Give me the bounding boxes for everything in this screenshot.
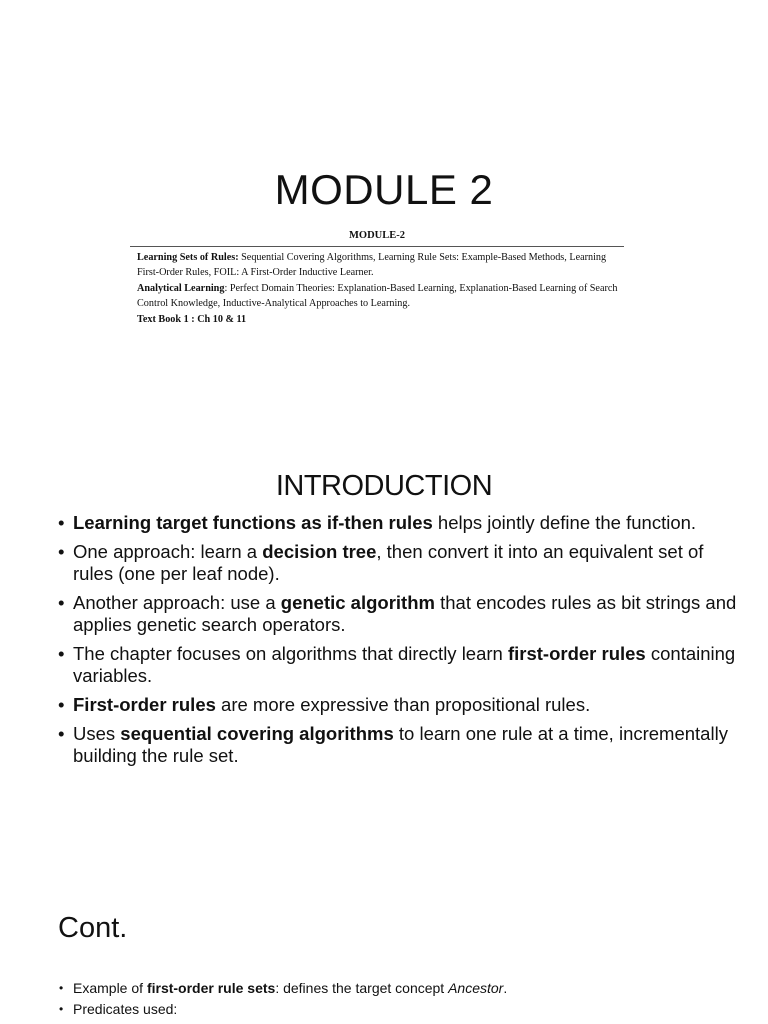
bullet-list — [58, 512, 738, 774]
slide-module-2 — [0, 0, 768, 440]
bullet-text: Another approach: use a — [73, 592, 281, 613]
syllabus-paragraph-analytical — [130, 281, 624, 312]
bullet-text: Uses — [73, 723, 121, 744]
bold-term: decision tree — [262, 541, 377, 562]
bullet-text: . — [503, 980, 508, 996]
syllabus-text: : Perfect Domain Theories: Explanation-Based Learning, Explanation-Based Learning of Search Control Knowledge, Inductive-Analytical Approaches to Learning. — [137, 282, 618, 309]
bullet-text: Example of — [73, 980, 147, 996]
syllabus-label: Analytical Learning — [137, 282, 225, 294]
syllabus-paragraph-rules — [130, 250, 624, 281]
syllabus-heading: MODULE-2 — [349, 230, 405, 241]
syllabus-divider — [130, 246, 624, 247]
bullet-text: One approach: learn a — [73, 541, 263, 562]
bullet-list — [58, 978, 738, 1020]
bullet-text: to learn one rule at a time, incrementally building the rule set. — [73, 723, 728, 766]
list-item — [58, 541, 738, 585]
bold-term: sequential covering algorithms — [120, 723, 394, 744]
bold-term: first-order rules — [507, 643, 646, 664]
list-item — [58, 643, 738, 687]
bullet-text: that encodes rules as bit strings and applies genetic search operators. — [73, 592, 737, 635]
italic-term: Ancestor — [448, 980, 504, 996]
bullet-text: The chapter focuses on algorithms that directly learn — [73, 643, 508, 664]
bullet-text: containing variables. — [73, 643, 736, 686]
slide-title: MODULE 2 — [274, 166, 494, 213]
syllabus-textbook-label: Text Book 1 : Ch 10 & 11 — [137, 313, 247, 325]
syllabus-text: Sequential Covering Algorithms, Learning Rule Sets: Example-Based Methods, Learning First-Order Rules, FOIL: A First-Order Inductive Learner. — [137, 251, 607, 278]
list-item — [58, 694, 738, 716]
bullet-text: Predicates used: — [73, 1001, 178, 1017]
list-item — [58, 999, 738, 1020]
slide-title: INTRODUCTION — [275, 470, 493, 502]
list-item — [58, 512, 738, 534]
syllabus-label: Learning Sets of Rules: — [137, 251, 239, 263]
bullet-text: helps jointly define the function. — [432, 512, 697, 533]
list-item — [58, 592, 738, 636]
list-item — [58, 978, 738, 999]
bold-term: First-order rules — [73, 694, 216, 715]
syllabus-excerpt — [130, 228, 624, 327]
bold-term: first-order rule sets — [146, 980, 276, 996]
bold-term: genetic algorithm — [280, 592, 435, 613]
bullet-text: : defines the target concept — [275, 980, 449, 996]
bold-term: Learning target functions as if-then rules — [73, 512, 433, 533]
list-item — [58, 723, 738, 767]
bullet-text: , then convert it into an equivalent set of rules (one per leaf node). — [73, 541, 704, 584]
slide-title: Cont. — [58, 912, 128, 944]
syllabus-textbook — [130, 312, 624, 328]
bullet-text: are more expressive than propositional rules. — [215, 694, 591, 715]
